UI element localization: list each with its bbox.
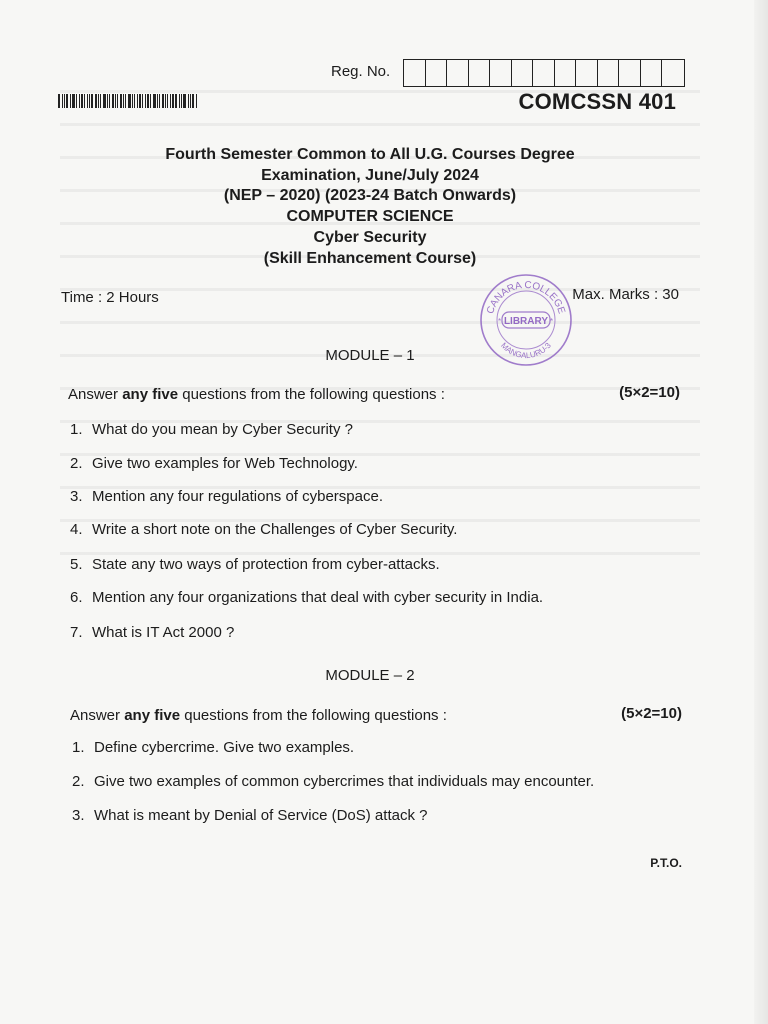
- question-item: 6. Mention any four organizations that deal with cyber security in India.: [70, 589, 544, 606]
- reg-no-digit-box: [490, 60, 512, 86]
- barcode: [58, 94, 218, 108]
- please-turn-over: P.T.O.: [650, 856, 682, 870]
- stamp-bottom-text: MANGALURU-3: [499, 340, 553, 361]
- module-2-marks-scheme: (5×2=10): [621, 705, 682, 722]
- module-1-marks-scheme: (5×2=10): [619, 384, 680, 401]
- max-marks: Max. Marks : 30: [572, 286, 679, 303]
- reg-no-digit-box: [404, 60, 426, 86]
- course-code: COMCSSN 401: [518, 89, 676, 114]
- reg-no-digit-box: [619, 60, 641, 86]
- reg-no-digit-box: [447, 60, 469, 86]
- reg-no-digit-box: [555, 60, 577, 86]
- question-item: 1. What do you mean by Cyber Security ?: [70, 421, 353, 438]
- question-item: 4. Write a short note on the Challenges of Cyber Security.: [70, 521, 458, 538]
- paper-edge: [754, 0, 768, 1024]
- question-item: 2. Give two examples of common cybercrimes that individuals may encounter.: [72, 773, 595, 790]
- reg-no-digit-box: [426, 60, 448, 86]
- question-item: 7. What is IT Act 2000 ?: [70, 624, 235, 641]
- stamp-top-text: CANARA COLLEGE: [485, 279, 567, 316]
- stamp-center-text: LIBRARY: [503, 316, 549, 327]
- question-item: 2. Give two examples for Web Technology.: [70, 455, 358, 472]
- title-line-type: (Skill Enhancement Course): [263, 250, 477, 267]
- question-item: 3. What is meant by Denial of Service (DoS) attack ?: [72, 807, 428, 824]
- reg-no-digit-box: [576, 60, 598, 86]
- reg-no-digit-box: [598, 60, 620, 86]
- title-line-course: Cyber Security: [313, 229, 427, 246]
- reg-no-boxes: [403, 59, 685, 87]
- exam-duration: Time : 2 Hours: [61, 289, 159, 306]
- title-line-3: (NEP – 2020) (2023-24 Batch Onwards): [223, 187, 517, 204]
- reg-no-digit-box: [512, 60, 534, 86]
- module-2-instruction: Answer any five questions from the following questions :: [70, 707, 447, 724]
- question-item: 5. State any two ways of protection from cyber-attacks.: [70, 556, 440, 573]
- module-1-instruction: Answer any five questions from the following questions :: [68, 386, 445, 403]
- question-item: 3. Mention any four regulations of cyberspace.: [70, 488, 383, 505]
- title-line-2: Examination, June/July 2024: [261, 167, 479, 184]
- title-line-1: Fourth Semester Common to All U.G. Courses Degree: [165, 146, 575, 163]
- stamp-star-left-icon: *: [498, 317, 502, 326]
- stamp-star-right-icon: *: [550, 317, 554, 326]
- reg-no-digit-box: [533, 60, 555, 86]
- title-line-subject: COMPUTER SCIENCE: [286, 208, 454, 225]
- reg-no-label: Reg. No.: [331, 63, 391, 80]
- reg-no-digit-box: [662, 60, 684, 86]
- module-1-title: MODULE – 1: [325, 347, 415, 364]
- reg-no-digit-box: [469, 60, 491, 86]
- reg-no-digit-box: [641, 60, 663, 86]
- module-2-title: MODULE – 2: [325, 667, 415, 684]
- question-item: 1. Define cybercrime. Give two examples.: [72, 739, 355, 756]
